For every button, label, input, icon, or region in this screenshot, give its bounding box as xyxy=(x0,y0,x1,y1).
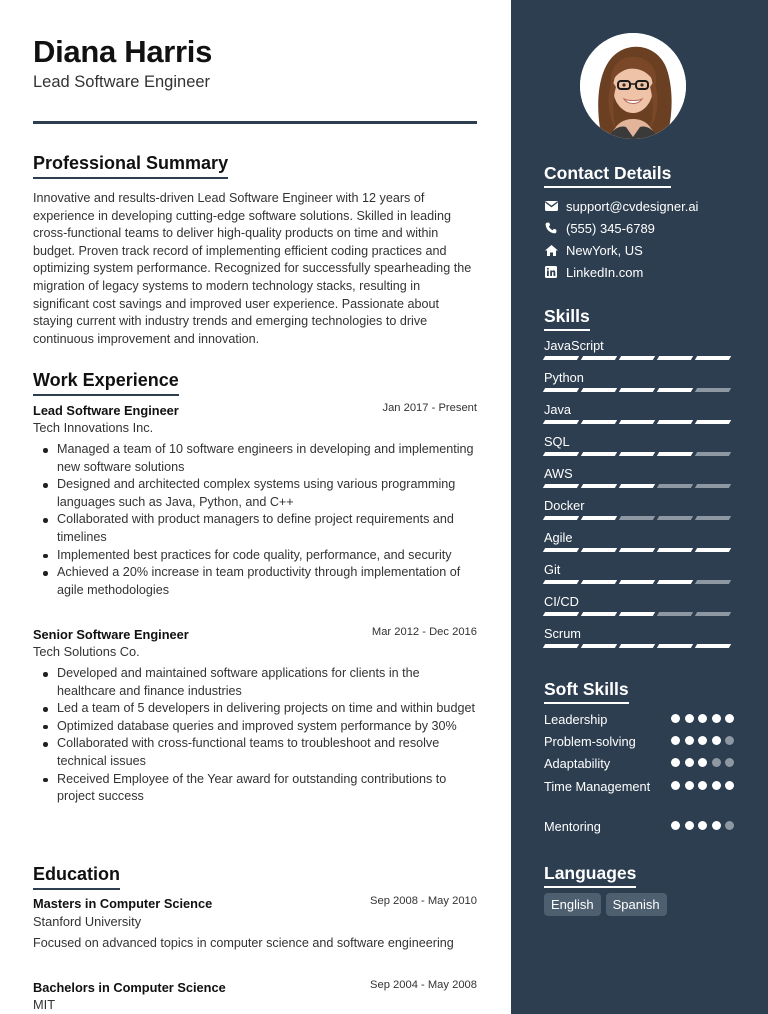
phone-icon xyxy=(544,221,558,235)
language-tag: English xyxy=(544,893,601,916)
skill-item xyxy=(544,434,734,456)
skill-label: Java xyxy=(544,402,572,417)
sidebar xyxy=(511,0,768,1014)
skill-item xyxy=(544,626,734,648)
skill-rating-segment xyxy=(619,420,656,424)
envelope-icon xyxy=(544,199,558,213)
rating-dot xyxy=(671,714,680,723)
job-company: Tech Solutions Co. xyxy=(33,644,140,659)
skill-rating-segment xyxy=(619,484,656,488)
soft-skills-heading: Soft Skills xyxy=(544,679,629,704)
header-divider xyxy=(33,121,477,124)
rating-dot xyxy=(671,781,680,790)
rating-dot xyxy=(685,758,694,767)
skill-rating-bar xyxy=(544,516,734,520)
skill-rating-segment xyxy=(543,516,580,520)
languages-list xyxy=(544,893,672,916)
skill-rating-segment xyxy=(695,548,732,552)
skill-rating-segment xyxy=(619,516,656,520)
degree-dates: Sep 2004 - May 2008 xyxy=(370,979,477,991)
rating-dot xyxy=(671,736,680,745)
list-item: Implemented best practices for code quality, performance, and security xyxy=(33,547,477,565)
skill-rating-bar xyxy=(544,548,734,552)
skill-item xyxy=(544,402,734,424)
skill-rating-segment xyxy=(581,420,618,424)
summary-heading: Professional Summary xyxy=(33,153,228,179)
contact-phone[interactable] xyxy=(544,219,655,237)
list-item: Developed and maintained software applications for clients in the healthcare and finance industries xyxy=(33,665,477,700)
rating-dot xyxy=(725,736,734,745)
degree-title: Bachelors in Computer Science xyxy=(33,980,226,995)
skill-rating-bar xyxy=(544,484,734,488)
profile-photo-illustration xyxy=(580,33,686,139)
skills-heading: Skills xyxy=(544,306,590,331)
skill-item xyxy=(544,562,734,584)
rating-dot xyxy=(698,714,707,723)
skill-item xyxy=(544,370,734,392)
degree-dates: Sep 2008 - May 2010 xyxy=(370,895,477,907)
skill-item xyxy=(544,338,734,360)
skill-rating-segment xyxy=(695,612,732,616)
skill-item xyxy=(544,594,734,616)
soft-skill-label: Adaptability xyxy=(544,756,611,771)
rating-dot xyxy=(698,736,707,745)
rating-dot xyxy=(712,758,721,767)
rating-dot xyxy=(685,821,694,830)
skill-rating-segment xyxy=(619,388,656,392)
job-title: Lead Software Engineer xyxy=(33,403,179,418)
skill-rating-bar xyxy=(544,452,734,456)
skill-rating-segment xyxy=(581,356,618,360)
skill-rating-segment xyxy=(695,452,732,456)
skill-rating-segment xyxy=(695,356,732,360)
rating-dot xyxy=(725,758,734,767)
skill-rating-segment xyxy=(619,644,656,648)
skill-rating-segment xyxy=(657,516,694,520)
language-tag: Spanish xyxy=(606,893,667,916)
skill-rating-segment xyxy=(581,612,618,616)
soft-skill-rating xyxy=(667,736,735,745)
rating-dot xyxy=(712,781,721,790)
job-dates: Mar 2012 - Dec 2016 xyxy=(371,626,477,638)
skill-rating-segment xyxy=(581,580,618,584)
skill-rating-segment xyxy=(543,388,580,392)
skill-rating-segment xyxy=(619,356,656,360)
contact-heading: Contact Details xyxy=(544,163,671,188)
rating-dot xyxy=(698,758,707,767)
list-item: Collaborated with cross-functional teams to troubleshoot and resolve technical issues xyxy=(33,735,477,770)
job-bullets xyxy=(33,441,477,599)
skill-rating-segment xyxy=(695,580,732,584)
degree-title: Masters in Computer Science xyxy=(33,896,213,911)
skill-rating-segment xyxy=(581,388,618,392)
education-heading: Education xyxy=(33,864,120,890)
home-icon xyxy=(544,243,558,257)
skill-label: Git xyxy=(544,562,561,577)
skill-label: SQL xyxy=(544,434,570,449)
list-item: Received Employee of the Year award for outstanding contributions to project success xyxy=(33,771,477,806)
skill-rating-segment xyxy=(619,548,656,552)
rating-dot xyxy=(725,714,734,723)
skill-item xyxy=(544,530,734,552)
soft-skill-label: Leadership xyxy=(544,712,608,727)
contact-linkedin[interactable] xyxy=(544,263,643,281)
skill-rating-bar xyxy=(544,356,734,360)
contact-location-text: NewYork, US xyxy=(566,242,643,258)
skill-rating-segment xyxy=(657,388,694,392)
list-item: Collaborated with product managers to define project requirements and timelines xyxy=(33,511,477,546)
skill-rating-bar xyxy=(544,612,734,616)
soft-skill-rating xyxy=(667,758,735,767)
soft-skill-item xyxy=(544,778,734,796)
rating-dot xyxy=(712,714,721,723)
skill-rating-segment xyxy=(543,420,580,424)
rating-dot xyxy=(712,736,721,745)
skill-rating-segment xyxy=(581,516,618,520)
skill-rating-segment xyxy=(581,452,618,456)
skill-rating-segment xyxy=(657,644,694,648)
skill-rating-segment xyxy=(695,484,732,488)
skill-rating-segment xyxy=(543,612,580,616)
rating-dot xyxy=(685,736,694,745)
skill-rating-segment xyxy=(543,548,580,552)
rating-dot xyxy=(712,821,721,830)
skill-rating-segment xyxy=(695,388,732,392)
rating-dot xyxy=(698,781,707,790)
rating-dot xyxy=(685,781,694,790)
skill-rating-segment xyxy=(581,644,618,648)
rating-dot xyxy=(725,781,734,790)
contact-email-text: support@cvdesigner.ai xyxy=(566,198,699,214)
main-column xyxy=(33,0,477,1014)
skill-rating-bar xyxy=(544,580,734,584)
job-dates: Jan 2017 - Present xyxy=(382,402,477,414)
soft-skill-label: Time Management xyxy=(544,779,651,794)
skill-rating-segment xyxy=(695,420,732,424)
summary-text: Innovative and results-driven Lead Software Engineer with 12 years of experience in developing cutting-edge software solutions. Skilled in leading cross-functional teams to deliver high-quality products on time and within budget. Proven track record of implementing efficient coding practices and optimizing system performance. Recognized for successfully spearheading the migration of legacy systems to modern technology stacks, resulting in significant cost savings and improved user experience. Passionate about staying current with industry trends and emerging technologies to drive continuous improvement and innovation. xyxy=(33,191,472,346)
school-name: Stanford University xyxy=(33,914,142,929)
skill-rating-segment xyxy=(657,548,694,552)
job-company: Tech Innovations Inc. xyxy=(33,420,154,435)
contact-linkedin-text: LinkedIn.com xyxy=(566,264,644,280)
skill-label: Docker xyxy=(544,498,585,513)
soft-skill-rating xyxy=(667,714,735,723)
skill-label: CI/CD xyxy=(544,594,579,609)
contact-phone-text: (555) 345-6789 xyxy=(566,220,655,236)
skill-label: Scrum xyxy=(544,626,581,641)
skill-rating-segment xyxy=(657,484,694,488)
skill-rating-segment xyxy=(619,580,656,584)
languages-heading: Languages xyxy=(544,863,636,888)
skill-rating-segment xyxy=(543,356,580,360)
skill-rating-segment xyxy=(543,580,580,584)
contact-location xyxy=(544,241,643,259)
skill-rating-segment xyxy=(543,452,580,456)
soft-skill-item xyxy=(544,733,734,751)
skill-label: JavaScript xyxy=(544,338,604,353)
skill-item xyxy=(544,466,734,488)
linkedin-icon xyxy=(544,265,558,279)
soft-skill-label: Mentoring xyxy=(544,819,601,834)
skill-rating-segment xyxy=(657,420,694,424)
skill-rating-segment xyxy=(543,484,580,488)
soft-skill-item xyxy=(544,711,734,729)
list-item: Designed and architected complex systems using various programming languages such as Java, Python, and C++ xyxy=(33,476,477,511)
skill-rating-segment xyxy=(657,580,694,584)
rating-dot xyxy=(671,758,680,767)
list-item: Achieved a 20% increase in team productivity through implementation of agile methodologies xyxy=(33,564,477,599)
skill-rating-segment xyxy=(695,516,732,520)
rating-dot xyxy=(671,821,680,830)
skill-rating-segment xyxy=(581,484,618,488)
skill-rating-segment xyxy=(619,452,656,456)
soft-skill-rating xyxy=(667,781,735,790)
skill-rating-bar xyxy=(544,644,734,648)
degree-note: Focused on advanced topics in computer science and software engineering xyxy=(33,936,454,950)
skill-rating-segment xyxy=(543,644,580,648)
soft-skill-rating xyxy=(667,821,735,830)
skill-rating-segment xyxy=(695,644,732,648)
job-title: Senior Software Engineer xyxy=(33,627,189,642)
profile-photo xyxy=(580,33,686,139)
candidate-name: Diana Harris xyxy=(33,34,213,69)
soft-skill-label: Problem-solving xyxy=(544,734,636,749)
skill-label: Agile xyxy=(544,530,573,545)
skill-rating-bar xyxy=(544,420,734,424)
skill-rating-segment xyxy=(657,612,694,616)
skill-label: AWS xyxy=(544,466,573,481)
skill-rating-bar xyxy=(544,388,734,392)
school-name: MIT xyxy=(33,997,56,1012)
rating-dot xyxy=(725,821,734,830)
experience-heading: Work Experience xyxy=(33,370,179,396)
candidate-role: Lead Software Engineer xyxy=(33,73,211,91)
list-item: Optimized database queries and improved system performance by 30% xyxy=(33,718,477,736)
job-bullets xyxy=(33,665,477,806)
soft-skill-item xyxy=(544,818,734,836)
soft-skill-item xyxy=(544,755,734,773)
skill-rating-segment xyxy=(657,452,694,456)
skill-label: Python xyxy=(544,370,584,385)
list-item: Managed a team of 10 software engineers in developing and implementing new software solutions xyxy=(33,441,477,476)
skill-rating-segment xyxy=(657,356,694,360)
contact-email[interactable] xyxy=(544,197,698,215)
skill-rating-segment xyxy=(619,612,656,616)
list-item: Led a team of 5 developers in delivering projects on time and within budget xyxy=(33,700,477,718)
skill-item xyxy=(544,498,734,520)
skill-rating-segment xyxy=(581,548,618,552)
rating-dot xyxy=(698,821,707,830)
rating-dot xyxy=(685,714,694,723)
